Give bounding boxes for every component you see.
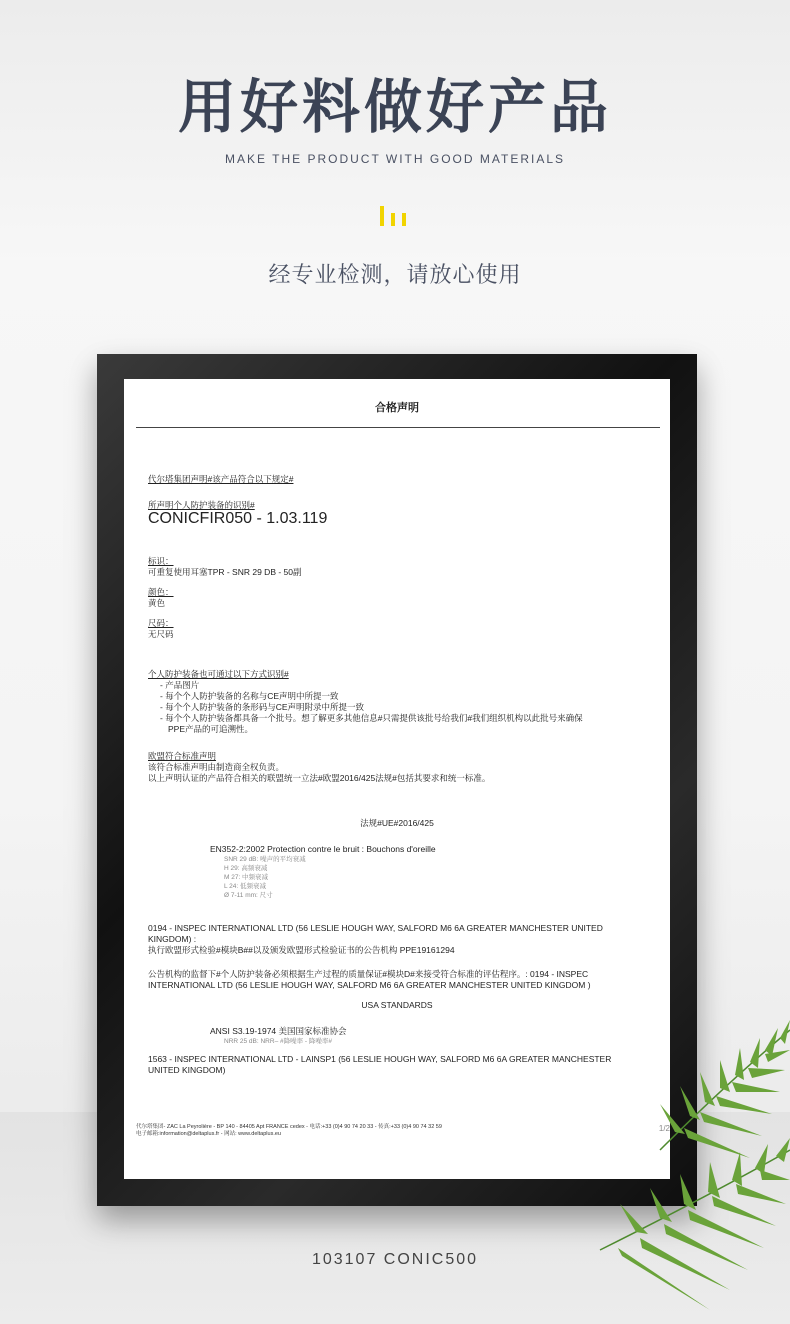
standard-detail: H 29: 高频衰减 bbox=[224, 865, 268, 872]
supervision-line: INTERNATIONAL LTD (56 LESLIE HOUGH WAY, SALFORD M6 6A GREATER MANCHESTER UNITED KINGDOM ) bbox=[148, 980, 591, 990]
id-value: CONICFIR050 - 1.03.119 bbox=[148, 510, 328, 527]
size-value: 无尺码 bbox=[148, 629, 174, 639]
palm-leaf-decoration bbox=[540, 1020, 790, 1324]
certificate-title: 合格声明 bbox=[375, 402, 419, 414]
product-code: 103107 CONIC500 bbox=[311, 1251, 479, 1268]
lab-line: UNITED KINGDOM) bbox=[148, 1065, 226, 1075]
regulation: 法规#UE#2016/425 bbox=[360, 818, 434, 828]
title-divider bbox=[136, 427, 660, 428]
notified-body-line: KINGDOM) : bbox=[148, 934, 197, 944]
mark-value: 可重复使用耳塞TPR - SNR 29 DB - 50副 bbox=[148, 567, 302, 577]
page-title: 用好料做好产品 bbox=[177, 73, 612, 141]
standard-detail: L 24: 低频衰减 bbox=[224, 883, 267, 890]
standard-en: EN352-2:2002 Protection contre le bruit : Bouchons d'oreille bbox=[210, 844, 436, 854]
color-label: 颜色： bbox=[148, 587, 174, 597]
ansi-standard: ANSI S3.19-1974 美国国家标准协会 bbox=[210, 1026, 347, 1036]
list-item: - 产品图片 bbox=[160, 680, 200, 690]
ansi-detail: NRR 25 dB: NRR– #降噪率 - 降噪率# bbox=[224, 1038, 332, 1045]
standard-detail: SNR 29 dB: 噪声的平均衰减 bbox=[224, 856, 306, 863]
size-label: 尺码： bbox=[148, 618, 174, 628]
list-item: PPE产品的可追溯性。 bbox=[168, 724, 254, 734]
eu-line: 以上声明认证的产品符合相关的联盟统一立法#欧盟2016/425法规#包括其要求和统一标准。 bbox=[148, 773, 491, 783]
declaration-line: 代尔塔集团声明#该产品符合以下规定# bbox=[148, 474, 294, 484]
slogan: 经专业检测，请放心使用 bbox=[268, 263, 522, 288]
id-label: 所声明个人防护装备的识别# bbox=[148, 500, 255, 510]
list-item: - 每个个人防护装备的条形码与CE声明附录中所提一致 bbox=[160, 702, 365, 712]
lab-line: 1563 - INSPEC INTERNATIONAL LTD - LAINSP1 (56 LESLIE HOUGH WAY, SALFORD M6 6A GREATER MANCHESTER bbox=[148, 1054, 612, 1064]
footer-contact: 电子邮箱:information@deltaplus.fr - 网站: www.deltaplus.eu bbox=[136, 1131, 281, 1137]
standard-detail: M 27: 中频衰减 bbox=[224, 874, 269, 881]
list-item: - 每个个人防护装备的名称与CE声明中所提一致 bbox=[160, 691, 339, 701]
standard-detail: Ø 7-11 mm: 尺寸 bbox=[224, 892, 273, 899]
equalizer-icon bbox=[380, 204, 410, 226]
supervision-line: 公告机构的监督下#个人防护装备必须根据生产过程的质量保证#模块D#来接受符合标准的评估程序。: 0194 - INSPEC bbox=[148, 969, 589, 979]
page-subtitle-en: MAKE THE PRODUCT WITH GOOD MATERIALS bbox=[224, 152, 566, 166]
color-value: 黄色 bbox=[148, 598, 166, 608]
notified-body-line: 执行欧盟形式检验#模块B##以及颁发欧盟形式检验证书的公告机构 PPE19161294 bbox=[148, 945, 455, 955]
certificate-footer bbox=[136, 1124, 442, 1138]
eu-line: 该符合标准声明由制造商全权负责。 bbox=[148, 762, 285, 772]
notified-body-line: 0194 - INSPEC INTERNATIONAL LTD (56 LESLIE HOUGH WAY, SALFORD M6 6A GREATER MANCHESTER UNITED bbox=[148, 923, 603, 933]
usa-standards: USA STANDARDS bbox=[361, 1000, 433, 1010]
eu-label: 欧盟符合标准声明 bbox=[148, 751, 217, 761]
footer-address: 代尔塔集团- ZAC La Peyrolière - BP 140 - 84405 Apt FRANCE cedex - 电话:+33 (0)4 90 74 20 33 - 传真:+33 (0)4 90 74 32 59 bbox=[136, 1124, 442, 1130]
list-item: - 每个个人防护装备都具备一个批号。想了解更多其他信息#只需提供该批号给我们#我们组织机构以此批号来确保 bbox=[160, 713, 583, 723]
page-number: 1/2 bbox=[658, 1124, 670, 1133]
mark-label: 标识： bbox=[148, 556, 174, 566]
other-id-label: 个人防护装备也可通过以下方式识别# bbox=[148, 669, 289, 679]
